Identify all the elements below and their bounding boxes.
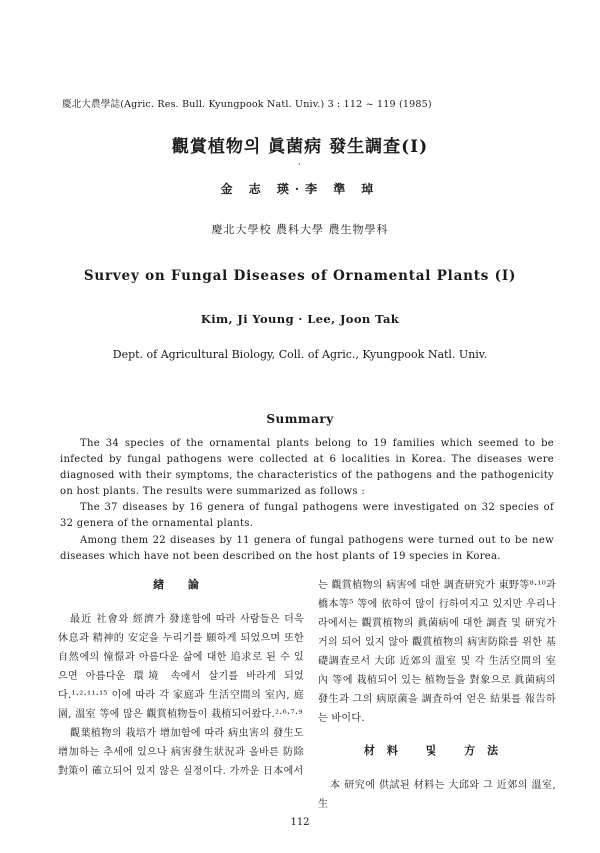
methods-heading: 材料 및 方法 bbox=[363, 744, 511, 757]
affiliation-korean: 慶北大學校 農科大學 農生物學科 bbox=[211, 223, 389, 236]
introduction-heading: 緖 論 bbox=[153, 578, 209, 591]
right-column bbox=[318, 576, 556, 814]
left-column bbox=[58, 576, 304, 781]
authors-korean: 金 志 瑛·李 準 琸 bbox=[220, 182, 380, 196]
introduction-paragraph: 觀葉植物의 栽培가 增加함에 따라 病虫害의 發生도 增加하는 추세에 있으나 病害發生狀況과 올바른 防除對策이 確立되어 있지 않은 실정이다. 가까운 日本에서 bbox=[58, 728, 304, 777]
introduction-paragraph: 最近 社會와 經濟가 發達함에 따라 사람들은 더욱 休息과 精神的 安定을 누리기를 願하게 되었으며 또한 自然에의 憧憬과 아름다운 삶에 대한 追求로 된 수 있으면 아름다운 環境 속에서 살기를 바라게 되었다.¹·²·¹¹·¹⁵ 이에 따라 각 家庭과 生活空間의 室內, 庭園, 溫室 等에 많은 觀賞植物들이 栽植되어왔다.²·⁶·⁷·⁹ bbox=[58, 614, 304, 720]
methods-paragraph: 本 研究에 供試된 材料는 大邱와 그 近郊의 溫室, 生 bbox=[318, 780, 556, 810]
affiliation-english: Dept. of Agricultural Biology, Coll. of Agric., Kyungpook Natl. Univ. bbox=[112, 348, 488, 361]
summary-body bbox=[60, 436, 554, 565]
introduction-continuation: 는 觀賞植物의 病害에 대한 調査研究가 東野等⁸·¹⁰과 橋本等⁵ 等에 依하여 많이 行하여지고 있지만 우리나라에서는 觀賞植物의 眞菌病에 대한 調査 및 研究가 거의 되어 있지 않아 觀賞植物의 病害防除를 위한 基礎調査로서 大邱 近郊의 溫室 및 각 生活空間의 室內 等에 栽植되어 있는 植物들을 對象으로 眞菌病의 發生과 그의 病原菌을 調査하여 얻은 結果를 報告하는 바이다. bbox=[318, 580, 556, 724]
authors-english: Kim, Ji Young · Lee, Joon Tak bbox=[200, 312, 400, 326]
decorative-dot: · bbox=[298, 160, 301, 170]
paper-title-english: Survey on Fungal Diseases of Ornamental Plants (Ⅰ) bbox=[83, 268, 517, 284]
summary-heading: Summary bbox=[266, 412, 334, 426]
paper-title-korean: 觀賞植物의 眞菌病 發生調査(Ⅰ) bbox=[171, 137, 429, 157]
summary-paragraph: The 34 species of the ornamental plants belong to 19 families which seemed to be infected by fungal pathogens were collected at 6 localities in Korea. The diseases were diagnosed with their symptoms, the characteristics of the pathogens and the pathogenicity on host plants. The results were summarized as follows : bbox=[60, 438, 554, 498]
page-number: 112 bbox=[290, 817, 310, 828]
summary-paragraph: Among them 22 diseases by 11 genera of fungal pathogens were turned out to be new diseases which have not been described on the host plants of 19 species in Korea. bbox=[60, 534, 554, 562]
summary-paragraph: The 37 diseases by 16 genera of fungal pathogens were investigated on 32 species of 32 genera of the ornamental plants. bbox=[60, 502, 554, 530]
journal-citation: 慶北大農學誌(Agric. Res. Bull. Kyungpook Natl. Univ.) 3 : 112 ~ 119 (1985) bbox=[62, 99, 432, 110]
